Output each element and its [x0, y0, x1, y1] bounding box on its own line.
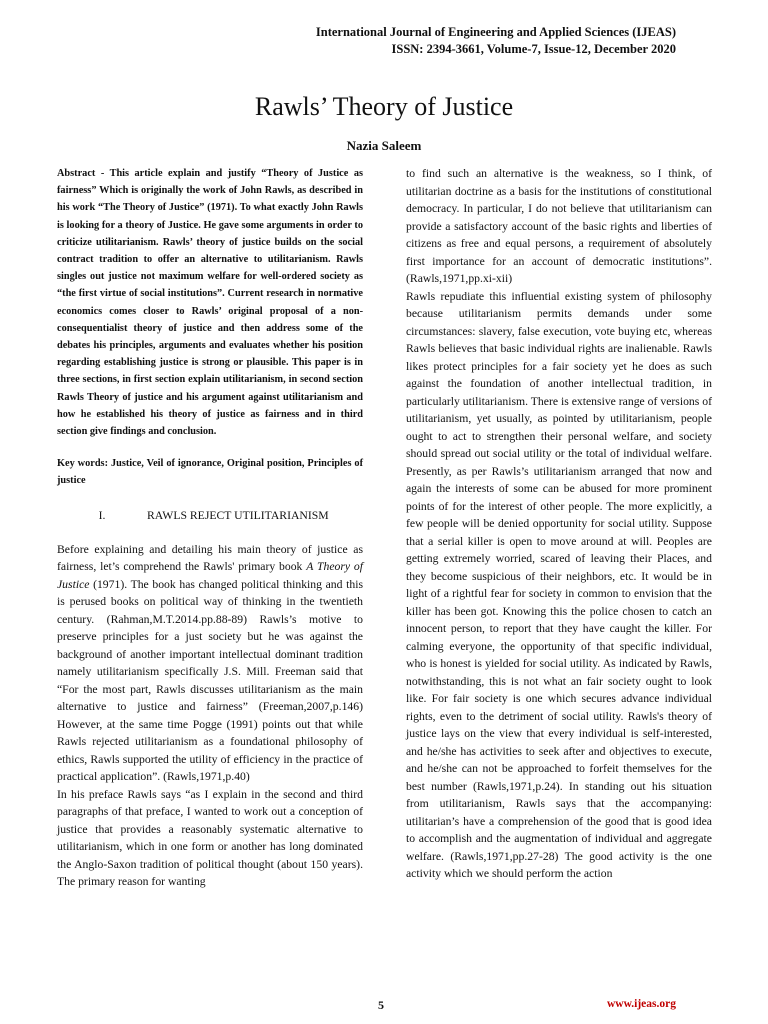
section-number: I.	[98, 509, 106, 523]
right-paragraph-2: Rawls repudiate this influential existing system of philosophy because utilitarianism permits demands under some circumstances: slavery, false execution, vote buying etc, whereas Rawls believes that basic individual rights are inalienable. Rawls likes protect principles for a fair society yet he does as such against the foundation of another intellectual tradition, in particularly utilitarianism. There is extensive range of versions of utilitarianism, yet usually, as pointed by utilitarianism, people ought to act to strengthen their personal welfare, and society should spread out social utility or the total of individual welfare. Presently, as per Rawls’s utilitarianism arranged that now and again the interests of some can be abused for more prominent points of for the interest of other people. The more explicitly, a few people will be denied opportunity for social utility. Suppose that a serial killer is open to move around at will. Peoples are getting extremely worried, scared of leaving their Places, and they become suspicious of their neighbors, etc. It would be in light of a rightful fear for society in common to envision that the killer has been got. Knowing this the police chosen to catch an innocent person, to report that they have caught the killer. For calming everyone, the opportunity of that specific individual, who is honest is yielded for social utility. As indicated by Rawls, notwithstanding, this is not what an fair society ought to look like. For fair society is one which secures advance individual rights, even to the detriment of social utility. Rawls's theory of justice lays on the view that every individual is self-interested, and he/she has activities to seek after and objectives to execute, and he/she can not be approached to forfeit themselves for the best number (Rawls,1971,p.24). In standing out his situation from utilitarianism, Rawls says that the accompanying: utilitarian’s have a comprehension of the good that is good idea to accomplish and the augmentation of individual and aggregate welfare. (Rawls,1971,pp.27-28) The good activity is the one activity which we should perform the action	[406, 289, 712, 880]
right-column	[406, 165, 712, 883]
journal-issn: ISSN: 2394-3661, Volume-7, Issue-12, December 2020	[391, 42, 676, 56]
left-paragraph-1-start: Before explaining and detailing his main theory of justice as fairness, let’s comprehend the Rawls' primary book	[57, 542, 363, 574]
paper-author: Nazia Saleem	[346, 138, 422, 153]
abstract: Abstract - This article explain and justify “Theory of Justice as fairness” Which is originally the work of John Rawls, as described in his work “The Theory of Justice” (1971). To what exactly John Rawls is looking for a theory of Justice. He gave some arguments in order to criticize utilitarianism. Rawls’ theory of justice builds on the social contract tradition to offer an alternative to utilitarianism. Rawls singles out justice not maximum welfare for well-ordered society as “the first virtue of social institutions”. Current research in normative economics comes closer to Rawls’ original proposal of a non-consequentialist theory of justice and then address some of the debates his principles, arguments and evaluates whether his position regarding establishing justice is strong or plausible. This paper is in three sections, in first section explain utilitarianism, in second section Rawls Theory of justice and his argument against utilitarianism and how he established his theory of justice as fairness and in third section give findings and conclusion.	[57, 168, 363, 438]
paper-title: Rawls’ Theory of Justice	[254, 92, 514, 121]
keywords: Key words: Justice, Veil of ignorance, Original position, Principles of justice	[57, 458, 363, 486]
page-number: 5	[378, 998, 384, 1012]
left-paragraph-1-rest: (1971). The book has changed political thinking and this is perused books on political way of thinking in the twentieth century. (Rahman,M.T.2014.pp.88-89) Rawls’s motive to preserve principles for a just society but he was against the background of another important intellectual dominant tradition namely utilitarianism specifically J.S. Mill. Freeman said that “For the most part, Rawls discusses utilitarianism as the main alternative to justice and fairness” (Freeman,2007,p.146) However, at the same time Pogge (1991) points out that while Rawls rejected utilitarianism as a foundational philosophy of ethics, Rawls supported the utility of efficiency in the practice of practical application”. (Rawls,1971,p.40)	[57, 577, 363, 784]
journal-header	[316, 24, 676, 58]
left-paragraph-1	[57, 541, 363, 786]
left-paragraph-2: In his preface Rawls says “as I explain in the second and third paragraphs of that preface, I wanted to work out a conception of justice that provides a reasonably systematic alternative to utilitarianism, which in one form or another has long dominated the Anglo-Saxon tradition of political thought (about 150 years). The primary reason for wanting	[57, 787, 363, 889]
journal-website-link[interactable]: www.ijeas.org	[607, 998, 676, 1010]
right-paragraph-1: to find such an alternative is the weakness, so I think, of utilitarian doctrine as a basis for the institutions of constitutional democracy. In particular, I do not believe that utilitarianism can provide a satisfactory account of the basic rights and liberties of citizens as free and equal persons, a requirement of absolutely first importance for an account of democratic institutions”.(Rawls,1971,pp.xi-xii)	[406, 167, 712, 285]
book-title-italic: A Theory of Justice	[57, 560, 364, 591]
journal-name: International Journal of Engineering and Applied Sciences (IJEAS)	[315, 25, 676, 39]
section-heading	[57, 507, 363, 525]
section-title: RAWLS REJECT UTILITARIANISM	[147, 509, 329, 523]
left-column	[57, 165, 363, 891]
